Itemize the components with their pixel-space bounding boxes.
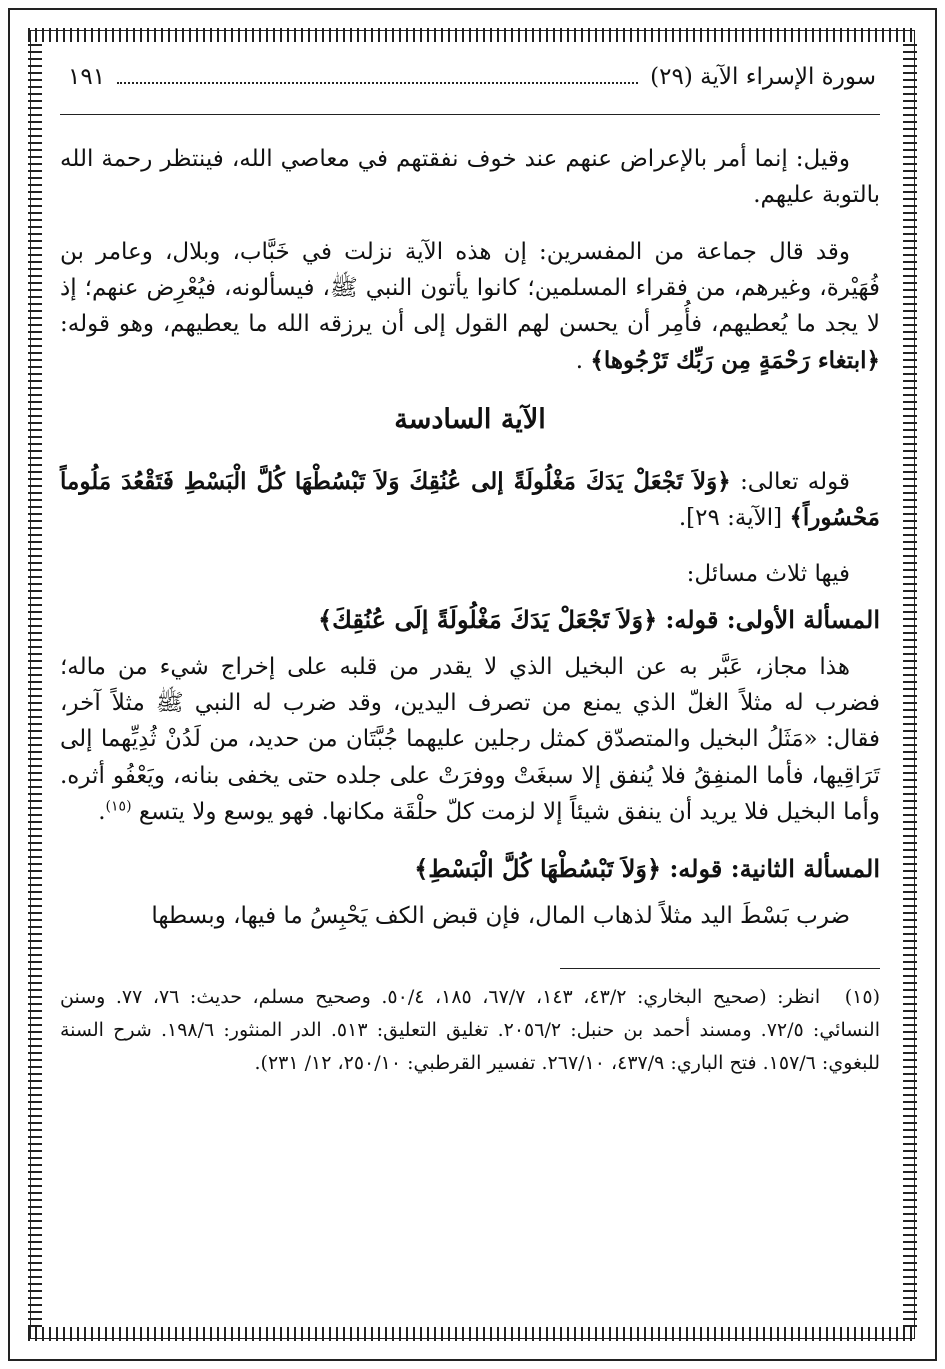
section-verse-intro: قوله تعالى: bbox=[740, 468, 851, 495]
verse-reference: [الآية: ٢٩]. bbox=[678, 504, 783, 531]
main-text bbox=[60, 141, 880, 934]
paragraph-1: وقيل: إنما أمر بالإعراض عنهم عند خوف نفقتهم في معاصي الله، فينتظر رحمة الله بالتوبة عليهم. bbox=[60, 146, 880, 209]
issue-1-heading bbox=[60, 601, 880, 639]
footnote-marker: (١٥) bbox=[844, 986, 881, 1009]
footnote-text: انظر: (صحيح البخاري: ٤٣/٢، ١٤٣، ٦٧/٧، ١٨٥، ٥٠/٤. وصحيح مسلم، حديث: ٧٦، ٧٧. وسنن النسائي: ٧٢/٥. ومسند أحمد بن حنبل: ٢٠٥٦/٢. تغليق التعليق: ٥١٣. الدر المنثور: ١٩٨/٦. شرح السنة للبغوي: ١٥٧/٦. فتح الباري: ٤٣٧/٩، ٢٦٧/١٠. تفسير القرطبي: ٢٥٠/١٠، ١٢/ ٢٣١). bbox=[60, 986, 880, 1074]
issue-1-text: هذا مجاز، عَبَّر به عن البخيل الذي لا يقدر من قلبه على إخراج شيء من ماله؛ فضرب له مثلاً الغلّ الذي يمنع من تصرف اليدين، وقد ضرب له النبي ﷺ مثلاً آخر، فقال: «مَثَلُ البخيل والمتصدّق كمثل رجلين عليهما جُبَّتَان من حديد، من لَدُنْ ثُدِيِّهما إلى تَرَاقِيها، فأما المنفِقُ فلا يُنفق إلا سبغَتْ ووفرَتْ على جلده حتى يخفى بنانه، ويَعْفُو أثره. وأما البخيل فلا يريد أن ينفق شيئاً إلا لزمت كلّ حلْقَة مكانها. فهو يوسع ولا يتسع bbox=[60, 653, 881, 825]
issue-2-body: ضرب بَسْطَ اليد مثلاً لذهاب المال، فإن قبض الكف يَحْبِسُ ما فيها، وبسطها bbox=[151, 903, 850, 930]
issue-1-verse: ﴿وَلاَ تَجْعَلْ يَدَكَ مَغْلُولَةً إلَى عُنُقِكَ﴾ bbox=[318, 604, 658, 634]
issue-1-text-end: . bbox=[98, 798, 106, 825]
issue-1-body bbox=[60, 649, 880, 831]
book-page bbox=[60, 64, 880, 1079]
paragraph-2-end: . bbox=[575, 347, 584, 374]
quran-verse-ibtighaa: ﴿ابتغاء رَحْمَةٍ مِن رَبِّك تَرْجُوها﴾ bbox=[590, 346, 880, 374]
quran-verse-main: ﴿وَلاَ تَجْعَلْ يَدَكَ مَغْلُولَةً إلى عُنُقِكَ وَلاَ تَبْسُطْهَا كُلَّ الْبَسْطِ فَتَقْعُدَ مَلُوماً مَحْسُوراً﴾ bbox=[60, 467, 880, 531]
issues-count: فيها ثلاث مسائل: bbox=[686, 561, 850, 588]
footnote-reference: (١٥) bbox=[105, 798, 132, 815]
header-dot-leader bbox=[117, 82, 638, 84]
page-number: ١٩١ bbox=[68, 64, 106, 90]
section-verse-paragraph bbox=[60, 464, 880, 537]
paragraph-2-intro: وقد قال جماعة من المفسرين: إن هذه الآية نزلت في خَبَّاب، وبلال، وعامر بن فُهَيْرة، وغيرهم، من فقراء المسلمين؛ كانوا يأتون النبي ﷺ، فيسألونه، فيُعْرِض عنهم؛ إذ لا يجد ما يُعطيهم، فأُمِر أن يحسن لهم القول إلى أن يرزقه الله ما يعطيهم، وهو قوله: bbox=[60, 238, 880, 338]
running-header bbox=[60, 64, 880, 115]
section-title: الآية السادسة bbox=[394, 403, 546, 435]
header-title: سورة الإسراء الآية (٢٩) bbox=[650, 64, 876, 90]
paragraph-2 bbox=[60, 234, 880, 379]
footnote-divider bbox=[560, 968, 880, 969]
issue-2-verse: ﴿وَلاَ تَبْسُطْهَا كُلَّ الْبَسْطِ﴾ bbox=[414, 854, 662, 884]
issue-2-label: المسألة الثانية: قوله: bbox=[669, 854, 880, 884]
issue-2-heading bbox=[60, 850, 880, 888]
issue-1-label: المسألة الأولى: قوله: bbox=[665, 604, 880, 634]
footnote bbox=[60, 981, 880, 1079]
